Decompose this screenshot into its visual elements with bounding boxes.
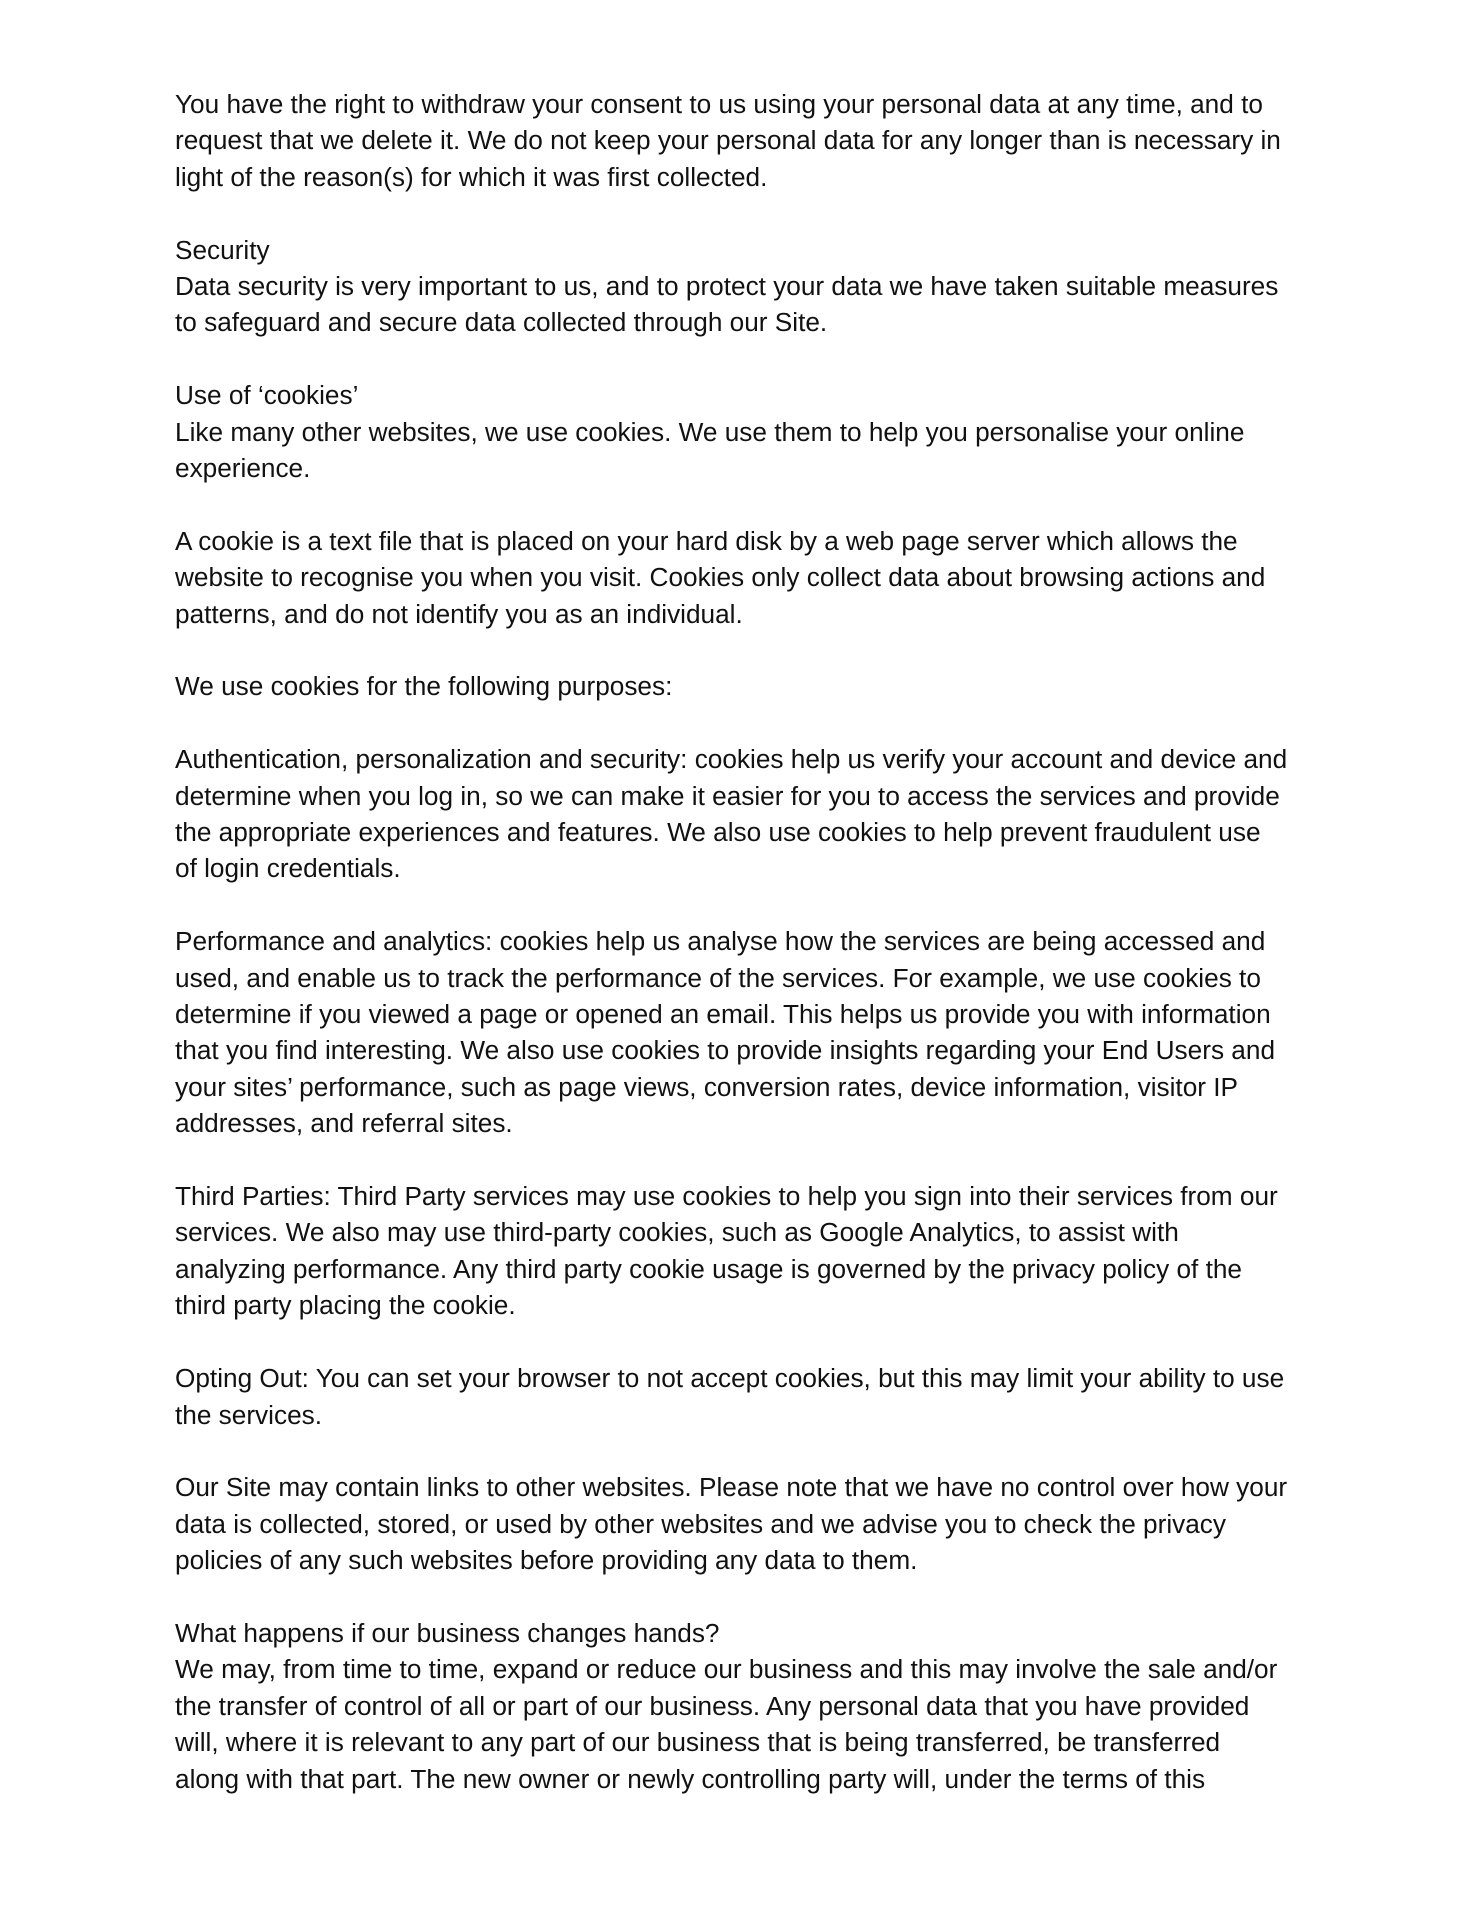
heading-use-of-cookies: Use of ‘cookies’: [175, 380, 359, 411]
document-body: [175, 86, 1325, 1833]
paragraph-business-transfer: We may, from time to time, expand or reduce our business and this may involve the sale and/or the transfer of control of all or part of our business. Any personal data that you have provided will, where it is relevant to any part of our business that is being transferred, be transferred along with that part. The new owner or newly controlling party will, under the terms of this: [175, 1654, 1278, 1794]
heading-security: Security: [175, 234, 270, 265]
paragraph-data-security: Data security is very important to us, and to protect your data we have taken suitable measures to safeguard and secure data collected through our Site.: [175, 271, 1279, 338]
paragraph-cookie-purposes: We use cookies for the following purposes:: [175, 671, 673, 702]
paragraph-performance-analytics: Performance and analytics: cookies help us analyse how the services are being accessed and used, and enable us to track the performance of the services. For example, we use cookies to determine if you viewed a page or opened an email. This helps us provide you with information that you find interesting. We also use cookies to provide insights regarding your End Users and your sites’ performance, such as page views, conversion rates, device information, visitor IP addresses, and referral sites.: [175, 926, 1276, 1139]
paragraph-withdraw-consent: You have the right to withdraw your consent to us using your personal data at any time, and to request that we delete it. We do not keep your personal data for any longer than is necessary in light of the reason(s) for which it was first collected.: [175, 89, 1281, 192]
paragraph-cookies-intro: Like many other websites, we use cookies. We use them to help you personalise your online experience.: [175, 416, 1245, 484]
paragraph-third-parties: Third Parties: Third Party services may use cookies to help you sign into their services from our services. We also may use third-party cookies, such as Google Analytics, to assist with analyzing performance. Any third party cookie usage is governed by the privacy policy of the third party placing the cookie.: [175, 1181, 1278, 1321]
paragraph-cookie-definition: A cookie is a text file that is placed on your hard disk by a web page server which allows the website to recognise you when you visit. Cookies only collect data about browsing actions and patterns, and do not identify you as an individual.: [175, 525, 1266, 629]
paragraph-authentication: Authentication, personalization and security: cookies help us verify your account and device and determine when you log in, so we can make it easier for you to access the services and provide the appropriate experiences and features. We also use cookies to help prevent fraudulent use of login credentials.: [175, 744, 1288, 884]
heading-business-changes: What happens if our business changes hands?: [175, 1617, 720, 1648]
paragraph-opting-out: Opting Out: You can set your browser to not accept cookies, but this may limit your ability to use the services.: [175, 1363, 1285, 1430]
paragraph-external-links: Our Site may contain links to other websites. Please note that we have no control over how your data is collected, stored, or used by other websites and we advise you to check the privacy policies of any such websites before providing any data to them.: [175, 1472, 1288, 1576]
